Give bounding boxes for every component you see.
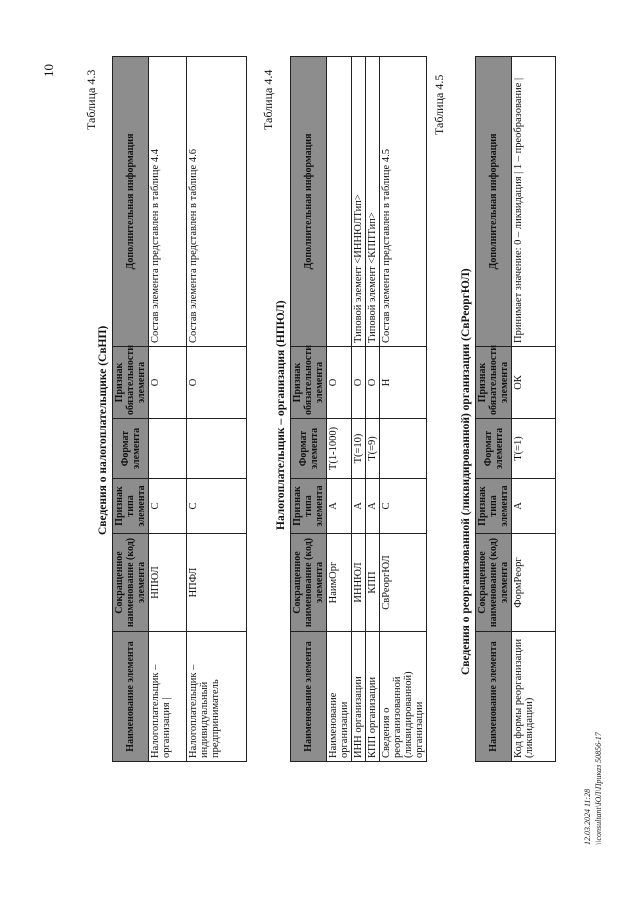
column-header: Наименование элемента [476, 632, 512, 762]
table-cell: T(=10) [352, 419, 366, 479]
table-cell: Состав элемента представлен в таблице 4.6 [187, 57, 247, 347]
table-cell [149, 419, 187, 479]
table-4-3 [112, 56, 247, 762]
column-header: Наименование элемента [291, 632, 327, 762]
table-row [366, 57, 380, 762]
table-cell: О [366, 347, 380, 419]
table-row [380, 57, 427, 762]
table-cell: НПЮЛ [149, 534, 187, 632]
table-cell: ИННЮЛ [352, 534, 366, 632]
column-header: Сокращенное наименование (код) элемента [113, 534, 149, 632]
table-title: Сведения о реорганизованной (ликвидированной) организации (СвРеоргЮЛ) [460, 268, 472, 675]
column-header: Признак типа элемента [113, 479, 149, 534]
column-header: Признак типа элемента [476, 479, 512, 534]
footer-path: \\consultant\ЮЛ\Приказ 50856-17 [594, 732, 603, 845]
table-cell: Принимает значение: 0 – ликвидация | 1 – преобразование | [512, 57, 556, 347]
column-header: Формат элемента [291, 419, 327, 479]
table-cell: А [352, 479, 366, 534]
table-header-row [476, 57, 512, 762]
table-cell: Наименование организации [327, 632, 352, 762]
table-cell: А [512, 479, 556, 534]
column-header: Признак обязательности элемента [291, 347, 327, 419]
table-label: Таблица 4.5 [432, 74, 446, 135]
table-cell: Н [380, 347, 427, 419]
table-cell: НаимОрг [327, 534, 352, 632]
table-cell: T(=9) [366, 419, 380, 479]
table-cell: О [149, 347, 187, 419]
table-cell: С [149, 479, 187, 534]
table-title: Налогоплательщик – организация (НПЮЛ) [275, 300, 287, 530]
table-header-row [291, 57, 327, 762]
column-header: Наименование элемента [113, 632, 149, 762]
column-header: Формат элемента [113, 419, 149, 479]
table-cell: С [380, 479, 427, 534]
table-cell: Типовой элемент <КППТип> [366, 57, 380, 347]
table-cell: СвРеоргЮЛ [380, 534, 427, 632]
table-label: Таблица 4.4 [261, 69, 275, 130]
table-4-5 [475, 56, 556, 762]
column-header: Формат элемента [476, 419, 512, 479]
table-row [187, 57, 247, 762]
table-row [512, 57, 556, 762]
table-cell: Сведения о реорганизованной (ликвидированной) организации [380, 632, 427, 762]
table-header-row [113, 57, 149, 762]
table-cell: Код формы реорганизации (ликвидации) [512, 632, 556, 762]
column-header: Дополнительная информация [291, 57, 327, 347]
table-cell: ФормРеорг [512, 534, 556, 632]
table-cell: Типовой элемент <ИННЮЛТип> [352, 57, 366, 347]
table-cell: НПФЛ [187, 534, 247, 632]
column-header: Дополнительная информация [476, 57, 512, 347]
table-cell: T(1-1000) [327, 419, 352, 479]
page-number: 10 [41, 64, 56, 77]
table-cell: О [187, 347, 247, 419]
table-cell [187, 419, 247, 479]
column-header: Дополнительная информация [113, 57, 149, 347]
table-cell: О [352, 347, 366, 419]
table-title: Сведения о налогоплательщике (СвНП) [97, 325, 109, 535]
table-cell: Состав элемента представлен в таблице 4.5 [380, 57, 427, 347]
table-cell: ИНН организации [352, 632, 366, 762]
table-cell: ОК [512, 347, 556, 419]
table-cell: А [366, 479, 380, 534]
table-row [149, 57, 187, 762]
table-row [327, 57, 352, 762]
column-header: Сокращенное наименование (код) элемента [291, 534, 327, 632]
table-cell: КПП [366, 534, 380, 632]
table-label: Таблица 4.3 [84, 69, 98, 130]
table-cell: Налогоплательщик – индивидуальный предприниматель [187, 632, 247, 762]
table-cell: КПП организации [366, 632, 380, 762]
table-cell: Состав элемента представлен в таблице 4.4 [149, 57, 187, 347]
column-header: Сокращенное наименование (код) элемента [476, 534, 512, 632]
table-cell: Налогоплательщик – организация | [149, 632, 187, 762]
table-cell: T(=1) [512, 419, 556, 479]
table-cell: О [327, 347, 352, 419]
table-row [352, 57, 366, 762]
column-header: Признак типа элемента [291, 479, 327, 534]
table-cell [327, 57, 352, 347]
table-cell: А [327, 479, 352, 534]
footer-date: 12.03.2024 11:28 [583, 788, 592, 845]
column-header: Признак обязательности элемента [113, 347, 149, 419]
column-header: Признак обязательности элемента [476, 347, 512, 419]
table-cell: С [187, 479, 247, 534]
table-4-4 [290, 56, 427, 762]
table-cell [380, 419, 427, 479]
